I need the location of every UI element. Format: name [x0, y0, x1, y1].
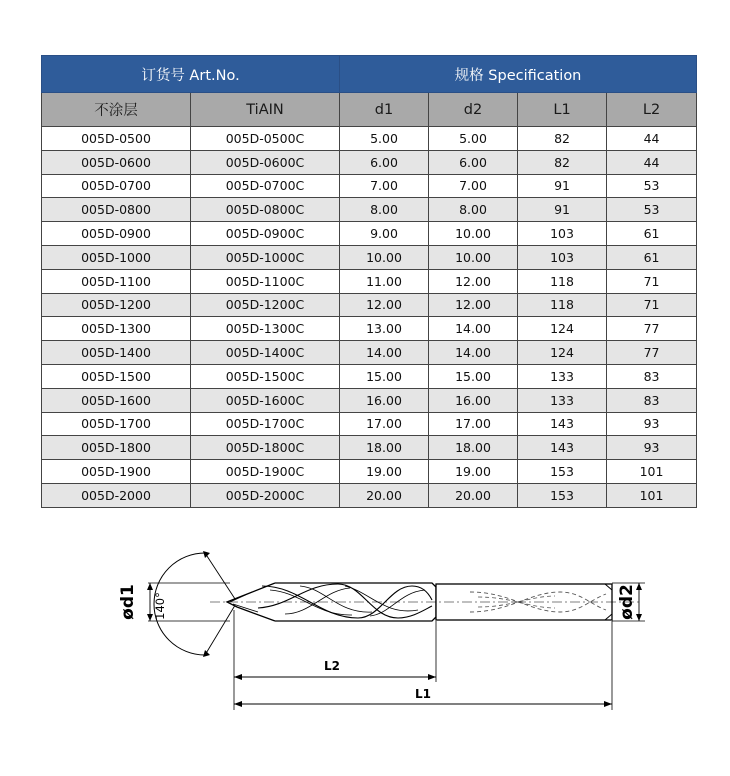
l2-value: 61 — [607, 245, 697, 269]
d2-value: 10.00 — [429, 222, 518, 246]
d2-value: 15.00 — [429, 364, 518, 388]
l1-value: 153 — [518, 460, 607, 484]
l2-value: 83 — [607, 364, 697, 388]
l2-value: 53 — [607, 174, 697, 198]
table-row — [42, 127, 697, 151]
angle-leader-bottom — [205, 602, 237, 655]
table-row — [42, 198, 697, 222]
d2-value: 6.00 — [429, 150, 518, 174]
d2-value: 18.00 — [429, 436, 518, 460]
group-header-row — [42, 56, 697, 93]
l1-value: 82 — [518, 150, 607, 174]
tialn-part-no: 005D-1400C — [191, 341, 340, 365]
tialn-part-no: 005D-0800C — [191, 198, 340, 222]
uncoated-part-no: 005D-1400 — [42, 341, 191, 365]
table-row — [42, 364, 697, 388]
d1-label: ød1 — [118, 584, 138, 620]
column-header-uncoated: 不涂层 — [42, 93, 191, 127]
tialn-part-no: 005D-1200C — [191, 293, 340, 317]
table-row — [42, 341, 697, 365]
table-row — [42, 317, 697, 341]
l1-value: 143 — [518, 412, 607, 436]
table-row — [42, 269, 697, 293]
table-row — [42, 460, 697, 484]
d1-value: 5.00 — [340, 127, 429, 151]
l1-label: L1 — [415, 687, 431, 701]
l2-value: 101 — [607, 460, 697, 484]
d1-value: 7.00 — [340, 174, 429, 198]
uncoated-part-no: 005D-1500 — [42, 364, 191, 388]
column-header-row — [42, 93, 697, 127]
l1-value: 153 — [518, 483, 607, 507]
uncoated-part-no: 005D-0600 — [42, 150, 191, 174]
l2-value: 44 — [607, 127, 697, 151]
table-row — [42, 293, 697, 317]
d2-label: ød2 — [617, 584, 637, 620]
d2-value: 19.00 — [429, 460, 518, 484]
arrowhead-icon — [203, 650, 210, 657]
uncoated-part-no: 005D-1000 — [42, 245, 191, 269]
tialn-part-no: 005D-1900C — [191, 460, 340, 484]
l2-value: 101 — [607, 483, 697, 507]
angle-leader-top — [205, 553, 237, 602]
table-body — [42, 127, 697, 508]
table-row — [42, 436, 697, 460]
l1-value: 124 — [518, 317, 607, 341]
column-header-l1: L1 — [518, 93, 607, 127]
specification-table — [41, 55, 697, 508]
tialn-part-no: 005D-0900C — [191, 222, 340, 246]
angle-label: 140° — [153, 592, 167, 620]
column-header-l2: L2 — [607, 93, 697, 127]
d1-value: 13.00 — [340, 317, 429, 341]
l2-label: L2 — [324, 659, 340, 673]
drill-drawing — [0, 520, 730, 776]
d1-value: 9.00 — [340, 222, 429, 246]
column-header-d2: d2 — [429, 93, 518, 127]
uncoated-part-no: 005D-0800 — [42, 198, 191, 222]
d1-value: 16.00 — [340, 388, 429, 412]
uncoated-part-no: 005D-0700 — [42, 174, 191, 198]
l1-value: 82 — [518, 127, 607, 151]
d2-value: 12.00 — [429, 269, 518, 293]
table-row — [42, 174, 697, 198]
uncoated-part-no: 005D-2000 — [42, 483, 191, 507]
l2-value: 71 — [607, 269, 697, 293]
arrowhead-icon — [203, 551, 210, 558]
uncoated-part-no: 005D-1800 — [42, 436, 191, 460]
l1-value: 118 — [518, 269, 607, 293]
l1-value: 143 — [518, 436, 607, 460]
l2-value: 83 — [607, 388, 697, 412]
l1-value: 133 — [518, 388, 607, 412]
tialn-part-no: 005D-1500C — [191, 364, 340, 388]
l2-value: 71 — [607, 293, 697, 317]
table-row — [42, 483, 697, 507]
l2-value: 93 — [607, 412, 697, 436]
tialn-part-no: 005D-0700C — [191, 174, 340, 198]
d2-value: 12.00 — [429, 293, 518, 317]
d1-value: 10.00 — [340, 245, 429, 269]
tialn-part-no: 005D-0600C — [191, 150, 340, 174]
table-row — [42, 412, 697, 436]
specification-group-header: 规格 Specification — [340, 56, 697, 93]
d2-value: 14.00 — [429, 341, 518, 365]
column-header-tialn: TiAIN — [191, 93, 340, 127]
tialn-part-no: 005D-1000C — [191, 245, 340, 269]
art-no-group-header: 订货号 Art.No. — [42, 56, 340, 93]
arrowhead-icon — [428, 674, 436, 680]
arrowhead-icon — [234, 701, 242, 707]
uncoated-part-no: 005D-1100 — [42, 269, 191, 293]
d2-value: 14.00 — [429, 317, 518, 341]
table-row — [42, 222, 697, 246]
d2-value: 5.00 — [429, 127, 518, 151]
tialn-part-no: 005D-1800C — [191, 436, 340, 460]
arrowhead-icon — [604, 701, 612, 707]
table-row — [42, 150, 697, 174]
tialn-part-no: 005D-1700C — [191, 412, 340, 436]
l1-value: 91 — [518, 174, 607, 198]
uncoated-part-no: 005D-1700 — [42, 412, 191, 436]
uncoated-part-no: 005D-0500 — [42, 127, 191, 151]
l2-value: 44 — [607, 150, 697, 174]
l1-value: 118 — [518, 293, 607, 317]
arrowhead-icon — [234, 674, 242, 680]
d2-value: 8.00 — [429, 198, 518, 222]
l2-value: 93 — [607, 436, 697, 460]
uncoated-part-no: 005D-1900 — [42, 460, 191, 484]
l1-value: 124 — [518, 341, 607, 365]
d1-value: 11.00 — [340, 269, 429, 293]
d1-value: 15.00 — [340, 364, 429, 388]
uncoated-part-no: 005D-1300 — [42, 317, 191, 341]
d1-value: 8.00 — [340, 198, 429, 222]
l2-value: 77 — [607, 317, 697, 341]
uncoated-part-no: 005D-1200 — [42, 293, 191, 317]
l1-value: 91 — [518, 198, 607, 222]
d1-value: 19.00 — [340, 460, 429, 484]
column-header-d1: d1 — [340, 93, 429, 127]
tialn-part-no: 005D-2000C — [191, 483, 340, 507]
uncoated-part-no: 005D-1600 — [42, 388, 191, 412]
d1-value: 6.00 — [340, 150, 429, 174]
tialn-part-no: 005D-1300C — [191, 317, 340, 341]
d1-value: 20.00 — [340, 483, 429, 507]
d1-value: 12.00 — [340, 293, 429, 317]
d1-value: 18.00 — [340, 436, 429, 460]
d2-value: 16.00 — [429, 388, 518, 412]
l1-value: 133 — [518, 364, 607, 388]
tialn-part-no: 005D-1600C — [191, 388, 340, 412]
d1-value: 17.00 — [340, 412, 429, 436]
uncoated-part-no: 005D-0900 — [42, 222, 191, 246]
table-row — [42, 245, 697, 269]
d2-value: 10.00 — [429, 245, 518, 269]
d2-value: 17.00 — [429, 412, 518, 436]
d2-value: 20.00 — [429, 483, 518, 507]
l2-value: 53 — [607, 198, 697, 222]
d2-value: 7.00 — [429, 174, 518, 198]
table-row — [42, 388, 697, 412]
l1-value: 103 — [518, 222, 607, 246]
tialn-part-no: 005D-0500C — [191, 127, 340, 151]
l2-value: 77 — [607, 341, 697, 365]
l2-value: 61 — [607, 222, 697, 246]
l1-value: 103 — [518, 245, 607, 269]
d1-value: 14.00 — [340, 341, 429, 365]
arrowhead-icon — [147, 583, 153, 590]
tialn-part-no: 005D-1100C — [191, 269, 340, 293]
